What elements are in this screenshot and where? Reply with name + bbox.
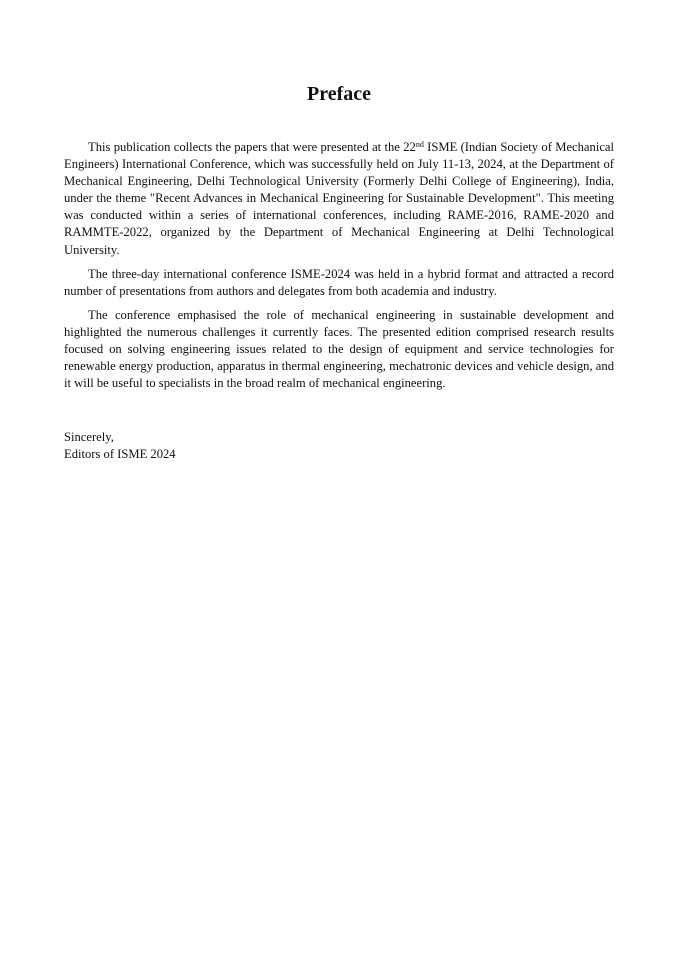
paragraph-1-rest: ISME (Indian Society of Mechanical Engineers) International Conference, which was successfully held on July 11-13, 2024, at the Department of Mechanical Engineering, Delhi Technological University (Formerly Delhi College of Engineering), India, under the theme "Recent Advances in Mechanical Engineering for Sustainable Development". This meeting was conducted within a series of international conferences, including RAME-2016, RAME-2020 and RAMMTE-2022, organized by the Department of Mechanical Engineering at Delhi Technological University.: [64, 140, 614, 257]
paragraph-3: The conference emphasised the role of mechanical engineering in sustainable development and highlighted the numerous challenges it currently faces. The presented edition comprised research results focused on solving engineering issues related to the design of equipment and service technologies for renewable energy production, apparatus in thermal engineering, mechatronic devices and vehicle design, and it will be useful to specialists in the broad realm of mechanical engineering.: [64, 307, 614, 391]
closing-salutation: Sincerely,: [64, 430, 114, 444]
preface-body: [64, 139, 614, 399]
paragraph-1: [64, 139, 614, 259]
closing-block: [64, 429, 614, 463]
paragraph-2: The three-day international conference ISME-2024 was held in a hybrid format and attracted a record number of presentations from authors and delegates from both academia and industry.: [64, 266, 614, 298]
paragraph-1-start: This publication collects the papers that were presented at the 22: [88, 140, 416, 154]
signature: Editors of ISME 2024: [64, 447, 176, 462]
ordinal-suffix: nd: [415, 140, 424, 149]
page-title: Preface: [306, 83, 372, 105]
